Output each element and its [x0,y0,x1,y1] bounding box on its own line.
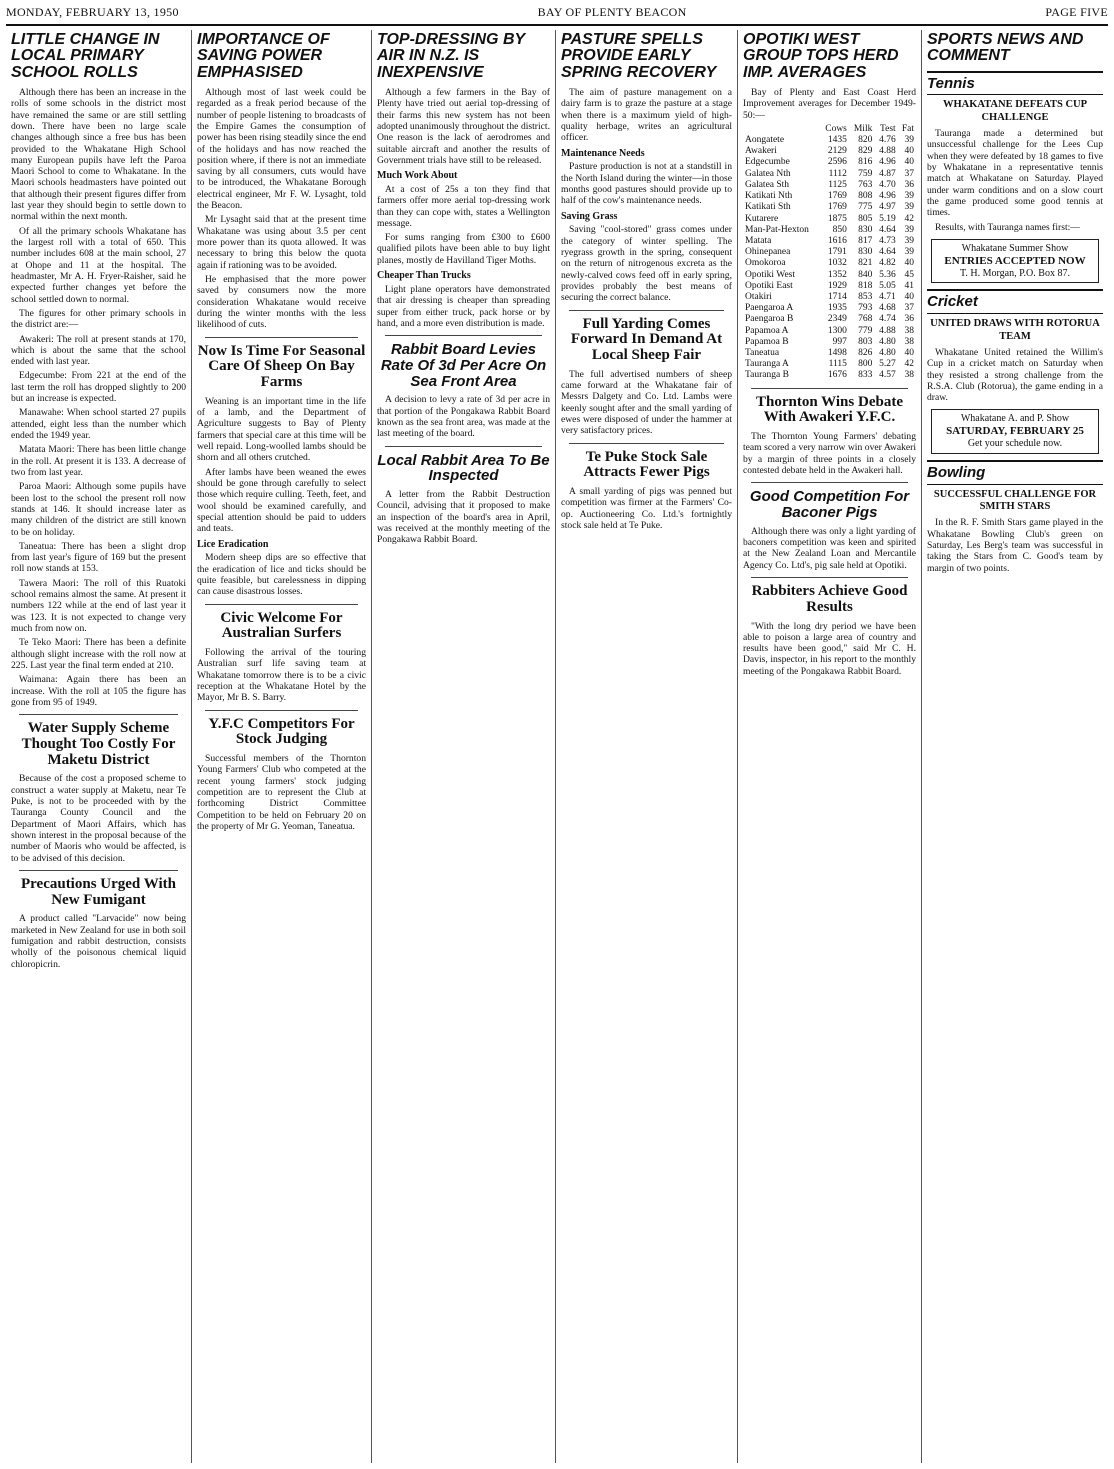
value-cell: 1125 [828,179,847,190]
divider [569,310,724,311]
value-cell: 817 [858,235,873,246]
column-header: Fat [901,123,914,134]
table-header-row [743,124,916,135]
value-cell: 4.88 [879,146,896,157]
paragraph: Waimana: Again there has been an increase. With the roll at 105 the figure has gone from 95 of 1949. [11,674,186,708]
paragraph: Following the arrival of the touring Australian surf life saving team at Whakatane tomorrow there is to be a civic reception at the Whakatane Hotel by the Mayor, Mr B. S. Barry. [197,647,366,704]
value-cell: 4.76 [879,135,896,146]
value-cell: 39 [904,224,914,235]
paragraph: Tauranga made a determined but unsuccessful challenge for the Lees Cup when they were defeated by 18 games to five by Whakatane in a representative tennis match at Whakatane on Saturday. Played under warm conditions and on a slow court the game produced some good tennis at times. [927,128,1103,219]
value-cell: 5.19 [879,213,896,224]
value-cell: 808 [858,191,873,202]
paragraph: The Thornton Young Farmers' debating team scored a very narrow win over Awakeri by a margin of three points in a closely contested debate held in the Awakeri hall. [743,431,916,476]
value-cell: 4.64 [879,247,896,258]
column-header: Test [879,123,896,134]
value-cell: 2596 [827,157,847,168]
value-cell: 1032 [827,258,847,269]
divider [19,870,178,871]
value-cell: 4.71 [879,291,896,302]
value-cell: 38 [904,370,914,381]
group-name-cell: Tauranga B [745,370,789,381]
headline: Thornton Wins Debate With Awakeri Y.F.C. [756,393,903,426]
table-row [743,359,916,370]
value-cell: 816 [858,157,873,168]
paragraph: For sums ranging from £300 to £600 qualified pilots have been able to buy light planes, mostly de Havilland Tiger Moths. [377,232,550,266]
value-cell: 41 [904,280,914,291]
subheading: Saving Grass [561,210,618,222]
headline: Good Competition For Baconer Pigs [749,488,910,522]
ad-line: SATURDAY, FEBRUARY 25 [946,425,1084,438]
group-name-cell: Taneatua [745,347,780,358]
value-cell: 4.88 [879,325,896,336]
value-cell: 1769 [827,202,847,213]
table-row [743,225,916,236]
value-cell: 4.96 [879,157,896,168]
paragraph: "With the long dry period we have been able to poison a large area of country and results have been good," said Mr C. H. Davis, inspector, in his report to the monthly meeting of the Pongakawa Rabbit Board. [743,620,916,677]
value-cell: 1300 [827,325,847,336]
value-cell: 39 [904,135,914,146]
value-cell: 5.05 [879,280,896,291]
divider [205,710,358,711]
group-name-cell: Edgecumbe [745,157,790,168]
table-row [743,191,916,202]
table-row [743,370,916,381]
columns [6,30,1108,1463]
value-cell: 39 [904,247,914,258]
value-cell: 833 [858,370,873,381]
paragraph: The full advertised numbers of sheep came forward at the Whakatane fair of Messrs Dalgety and Co. Ltd. Lambs were keenly sought after and the small yarding of ewes were disposed of under the hammer at very satisfactory prices. [561,368,732,437]
ad-line: T. H. Morgan, P.O. Box 87. [960,267,1070,279]
masthead [6,2,1108,22]
value-cell: 45 [904,269,914,280]
table-row [743,202,916,213]
value-cell: 1112 [828,168,847,179]
value-cell: 4.57 [879,370,896,381]
group-name-cell: Opotiki East [745,280,793,291]
value-cell: 853 [858,291,873,302]
value-cell: 36 [904,314,914,325]
value-cell: 4.64 [879,224,896,235]
paragraph: Taneatua: There has been a slight drop from last year's figure of 169 but the present roll now stands at 153. [11,540,186,575]
paragraph: Although there was only a light yarding of baconers competition was keen and spirited at the New Zealand Loan and Mercantile Agency Co. Ltd's, pig sale held at Opotiki. [743,525,916,571]
value-cell: 1115 [828,359,847,370]
value-cell: 1875 [827,213,847,224]
issue-date: MONDAY, FEBRUARY 13, 1950 [6,4,179,19]
advertisement-box [931,409,1099,454]
value-cell: 39 [904,235,914,246]
ad-line: Whakatane Summer Show [961,242,1069,254]
paragraph: Te Teko Maori: There has been a definite although slight increase with the roll now at 225. Last year the final term ended at 210. [11,637,186,671]
table-row [743,258,916,269]
headline: PASTURE SPELLS PROVIDE EARLY SPRING RECOVERY [561,31,717,81]
value-cell: 2129 [827,146,847,157]
value-cell: 5.27 [879,359,896,370]
group-name-cell: Paengaroa B [745,314,794,325]
advertisement-box [931,239,1099,284]
divider [751,388,908,389]
divider [385,446,542,447]
group-name-cell: Ohinepanea [745,247,791,258]
table-row [743,135,916,146]
paragraph: Matata Maori: There has been little change in the roll. At present it is 133. A decrease of two from last year. [11,444,186,478]
headline: LITTLE CHANGE IN LOCAL PRIMARY SCHOOL ROLLS [11,31,160,81]
headline: Civic Welcome For Australian Surfers [220,609,343,642]
paragraph: In the R. F. Smith Stars game played in the Whakatane Bowling Club's green on Saturday, Les Berg's team was successful in taking the Stars from C. Good's team by margin of two points. [927,517,1103,574]
paragraph: Weaning is an important time in the life of a lamb, and the Department of Agriculture suggests to Bay of Plenty farmers that special care at this time will be well repaid. Long-woolled lambs should be shorn and all others crutched. [197,395,366,464]
subheading: Maintenance Needs [561,147,645,159]
value-cell: 4.96 [879,191,896,202]
ad-line: Get your schedule now. [967,438,1063,450]
headline: Precautions Urged With New Fumigant [20,875,176,908]
headline: Rabbiters Achieve Good Results [751,583,908,615]
table-row [743,281,916,292]
table-row [743,169,916,180]
headline: Water Supply Scheme Thought Too Costly For Maketu District [21,720,176,768]
headline: IMPORTANCE OF SAVING POWER EMPHASISED [197,31,330,81]
value-cell: 40 [904,146,914,157]
headline: TOP-DRESSING BY AIR IN N.Z. IS INEXPENSIVE [377,31,525,81]
headline: Te Puke Stock Sale Attracts Fewer Pigs [583,448,710,481]
value-cell: 36 [904,179,914,190]
value-cell: 40 [904,291,914,302]
story-heading: UNITED DRAWS WITH ROTORUA TEAM [930,318,1100,342]
section-heading: Tennis [927,71,1103,96]
value-cell: 40 [904,157,914,168]
headline: Full Yarding Comes Forward In Demand At Local Sheep Fair [570,315,723,364]
value-cell: 1435 [827,135,847,146]
value-cell: 763 [858,179,873,190]
paragraph: A decision to levy a rate of 3d per acre in that portion of the Pongakawa Rabbit Board known as the sea front area, was made at the last meeting of the board. [377,394,550,440]
value-cell: 4.70 [879,179,896,190]
paragraph: Although there has been an increase in the rolls of some schools in the district most have remained the same or are still settling down. There have been no large scale changes although since a free bus has been provided to the Whakatane High School many European pupils have left the Paroa Maori School to come to Whakatane. In the Maori schools headmasters have pointed out that although their present figures differ from last year they should begin to settle down to normal within the next month. [11,86,186,223]
herd-averages-table [743,124,916,382]
value-cell: 39 [904,191,914,202]
group-name-cell: Katikati Sth [745,202,791,213]
headline: Rabbit Board Levies Rate Of 3d Per Acre On Sea Front Area [380,341,547,390]
value-cell: 1791 [827,247,847,258]
value-cell: 820 [858,135,873,146]
ad-line: ENTRIES ACCEPTED NOW [944,254,1086,267]
paragraph: Although a few farmers in the Bay of Plenty have tried out aerial top-dressing of their farms this new system has not been adopted unanimously throughout the district. One reason is the lack of aerodromes and suitable aircraft and another the results of Government trials have still to be released. [377,86,550,166]
table-row [743,236,916,247]
table-row [743,157,916,168]
divider [205,337,358,338]
paragraph: Although most of last week could be regarded as a freak period because of the number of people listening to broadcasts of the Empire Games the consumption of power has been rising steadily since the end of the holidays and has now reached the position where, if there is not an immediate saving by all consumers, cuts would have to be introduced, the Whakatane Borough electrical engineer, Mr F. W. Lysaght, told the Beacon. [197,86,366,212]
paragraph: A product called "Larvacide" now being marketed in New Zealand for use in both soil fumigation and rabbit destruction, consists wholly of the poisonous chemical liquid chloropicrin. [11,913,186,970]
value-cell: 39 [904,202,914,213]
value-cell: 38 [904,336,914,347]
headline: OPOTIKI WEST GROUP TOPS HERD IMP. AVERAGES [743,31,899,81]
value-cell: 850 [832,224,847,235]
value-cell: 830 [858,247,873,258]
value-cell: 4.87 [879,168,896,179]
value-cell: 821 [858,258,873,269]
group-name-cell: Kutarere [745,213,779,224]
paragraph: Paroa Maori: Although some pupils have been lost to the school the present roll now stands at 146. It should increase later as many children of the district are still known to be on holiday. [11,481,186,538]
group-name-cell: Man-Pat-Hexton [745,224,809,235]
column-6 [922,30,1108,1463]
group-name-cell: Opotiki West [745,269,795,280]
table-row [743,326,916,337]
column-header: Milk [853,123,873,134]
headline: SPORTS NEWS AND COMMENT [927,31,1084,65]
value-cell: 826 [858,347,873,358]
value-cell: 4.74 [879,314,896,325]
value-cell: 1616 [827,235,847,246]
table-row [743,214,916,225]
value-cell: 1352 [827,269,847,280]
group-name-cell: Galatea Sth [745,179,790,190]
divider [385,335,542,336]
value-cell: 2349 [827,314,847,325]
subheading: Lice Eradication [197,538,269,550]
paragraph: A small yarding of pigs was penned but competition was firmer at the Farmers' Co-op. Auctioneering Co. Ltd.'s fortnightly stock sale held at Te Puke. [561,486,732,532]
newspaper-title: BAY OF PLENTY BEACON [537,4,687,19]
divider [751,577,908,578]
paragraph: At a cost of 25s a ton they find that farmers offer more aerial top-dressing work than they can cope with, states a Wellington message. [377,183,550,229]
subheading: Cheaper Than Trucks [377,270,471,282]
ad-line: Whakatane A. and P. Show [960,413,1070,425]
paragraph: Modern sheep dips are so effective that the eradication of lice and ticks should be quite feasible, but carelessness in dipping can cause disastrous losses. [197,552,366,598]
group-name-cell: Katikati Nth [745,191,793,202]
value-cell: 840 [858,269,873,280]
group-name-cell: Papamoa B [745,336,789,347]
paragraph: Because of the cost a proposed scheme to construct a water supply at Maketu, near Te Puke, is not to be proceeded with by the Tauranga County Council and the Department of Maori Affairs, which has shown interest in the proposal because of the number of Maoris who would be affected, is to be advised of this decision. [11,773,186,864]
table-row [743,146,916,157]
table-row [743,337,916,348]
group-name-cell: Galatea Nth [745,168,791,179]
value-cell: 1714 [827,291,847,302]
paragraph: Saving "cool-stored" grass comes under the category of winter spelling. The ryegrass growth in the spring, consequent on the return of nitrogenous excreta as the newly-calved cows feed off in early spring, provides probably the best means of securing the correct balance. [561,224,732,304]
subheading: Much Work About [377,170,458,182]
paragraph: Edgecumbe: From 221 at the end of the last term the roll has dropped slightly to 200 but an increase is expected. [11,370,186,405]
group-name-cell: Tauranga A [745,359,789,370]
group-name-cell: Aongatete [745,135,785,146]
value-cell: 818 [858,280,873,291]
headline: Local Rabbit Area To Be Inspected [377,451,550,485]
paragraph: Awakeri: The roll at present stands at 170, which is about the same that the school ended with last year. [11,333,186,368]
table-row [743,247,916,258]
paragraph: Pasture production is not at a standstill in the North Island during the winter—in those months good pastures should provide up to half of the cow's maintenance needs. [561,161,732,207]
table-row [743,348,916,359]
value-cell: 759 [858,168,873,179]
divider [751,482,908,483]
value-cell: 775 [858,202,873,213]
paragraph: After lambs have been weaned the ewes should be gone through carefully to select those which require culling. Teeth, feet, and wool should be examined carefully, and special attention should be paid to udders and teats. [197,466,366,535]
value-cell: 829 [858,146,873,157]
column-5 [738,30,922,1463]
paragraph: Manawahe: When school started 27 pupils attended, eight less than the number which ended the 1949 year. [11,407,186,441]
value-cell: 803 [858,336,873,347]
value-cell: 4.73 [879,235,896,246]
value-cell: 800 [858,359,873,370]
paragraph: Tawera Maori: The roll of this Ruatoki school remains almost the same. At present it numbers 122 while at the end of last year it was 123. It is not expected to change very much from now on. [11,577,186,634]
group-name-cell: Omokoroa [745,258,786,269]
paragraph: A letter from the Rabbit Destruction Council, advising that it proposed to make an inspection of the board's area in April, was received at the monthly meeting of the Pongakawa Rabbit Board. [377,489,550,546]
value-cell: 793 [858,303,873,314]
value-cell: 830 [858,224,873,235]
value-cell: 38 [904,325,914,336]
value-cell: 5.36 [879,269,896,280]
value-cell: 4.82 [879,258,896,269]
value-cell: 42 [904,213,914,224]
table-row [743,314,916,325]
paragraph: The aim of pasture management on a dairy farm is to graze the pasture at a stage when there is a maximum yield of high-quality herbage, writes an agricultural officer. [561,86,732,144]
group-name-cell: Matata [745,235,772,246]
table-row [743,270,916,281]
story-heading: WHAKATANE DEFEATS CUP CHALLENGE [942,99,1088,123]
paragraph: Bay of Plenty and East Coast Herd Improvement averages for December 1949-50:— [743,86,916,121]
story-heading: SUCCESSFUL CHALLENGE FOR SMITH STARS [933,488,1097,513]
paragraph: Light plane operators have demonstrated that air dressing is cheaper than spreading super from either truck, pack horse or by hand, and a more even distribution is made. [377,283,550,329]
value-cell: 1769 [827,191,847,202]
masthead-rule [6,24,1108,26]
column-header [743,124,820,135]
group-name-cell: Papamoa A [745,325,789,336]
value-cell: 805 [858,213,873,224]
value-cell: 1929 [827,280,847,291]
column-1 [6,30,192,1463]
value-cell: 779 [858,325,873,336]
group-name-cell: Otakiri [745,291,772,302]
value-cell: 4.80 [879,347,896,358]
paragraph: Of all the primary schools Whakatane has the largest roll with a total of 650. This number includes 608 at the main school, 27 at Ohope and 11 at the hospital. The headmaster, Mr A. H. Fryer-Raisher, said he expected further changes yet before the school settled down to normal. [11,225,186,305]
column-2 [192,30,372,1463]
paragraph: He emphasised that the more power saved by consumers now the more consideration Whakatane would receive during the winter months with the less likelihood of cuts. [197,273,366,331]
table-row [743,292,916,303]
value-cell: 40 [904,347,914,358]
paragraph: Whakatane United retained the Willim's Cup in a cricket match on Saturday when they resisted a strong challenge from the R.S.A. Club (Rotorua), the game ending in a draw. [927,346,1103,404]
value-cell: 4.68 [879,303,896,314]
value-cell: 768 [858,314,873,325]
divider [569,443,724,444]
divider [19,714,178,715]
table-row [743,303,916,314]
section-heading: Cricket [927,289,1103,314]
page-number: PAGE FIVE [1045,4,1108,19]
column-4 [556,30,738,1463]
paragraph: Successful members of the Thornton Young Farmers' Club who competed at the recent young farmers' stock judging competition are to represent the Club at forthcoming District Committee Competition to be held on February 20 on the property of Mr G. Yeoman, Taneatua. [197,753,366,832]
value-cell: 1935 [827,303,847,314]
group-name-cell: Paengaroa A [745,303,794,314]
paragraph: Mr Lysaght said that at the present time Whakatane was using about 3.5 per cent more power than its quota allowed. It was necessary to bring this below the quota again if rationing was to be avoided. [197,214,366,271]
divider [205,604,358,605]
column-3 [372,30,556,1463]
paragraph: The figures for other primary schools in the district are:— [11,307,186,331]
column-header: Cows [825,123,847,134]
value-cell: 4.80 [879,336,896,347]
headline: Y.F.C Competitors For Stock Judging [208,715,355,748]
value-cell: 1676 [827,370,847,381]
value-cell: 37 [904,303,914,314]
headline: Now Is Time For Seasonal Care Of Sheep On Bay Farms [197,342,366,390]
value-cell: 40 [904,258,914,269]
value-cell: 42 [904,359,914,370]
group-name-cell: Awakeri [745,146,777,157]
table-body [743,135,916,381]
paragraph: Results, with Tauranga names first:— [935,221,1080,233]
value-cell: 997 [832,336,847,347]
table-row [743,180,916,191]
value-cell: 1498 [827,347,847,358]
section-heading: Bowling [927,460,1103,485]
value-cell: 4.97 [879,202,896,213]
value-cell: 37 [904,168,914,179]
